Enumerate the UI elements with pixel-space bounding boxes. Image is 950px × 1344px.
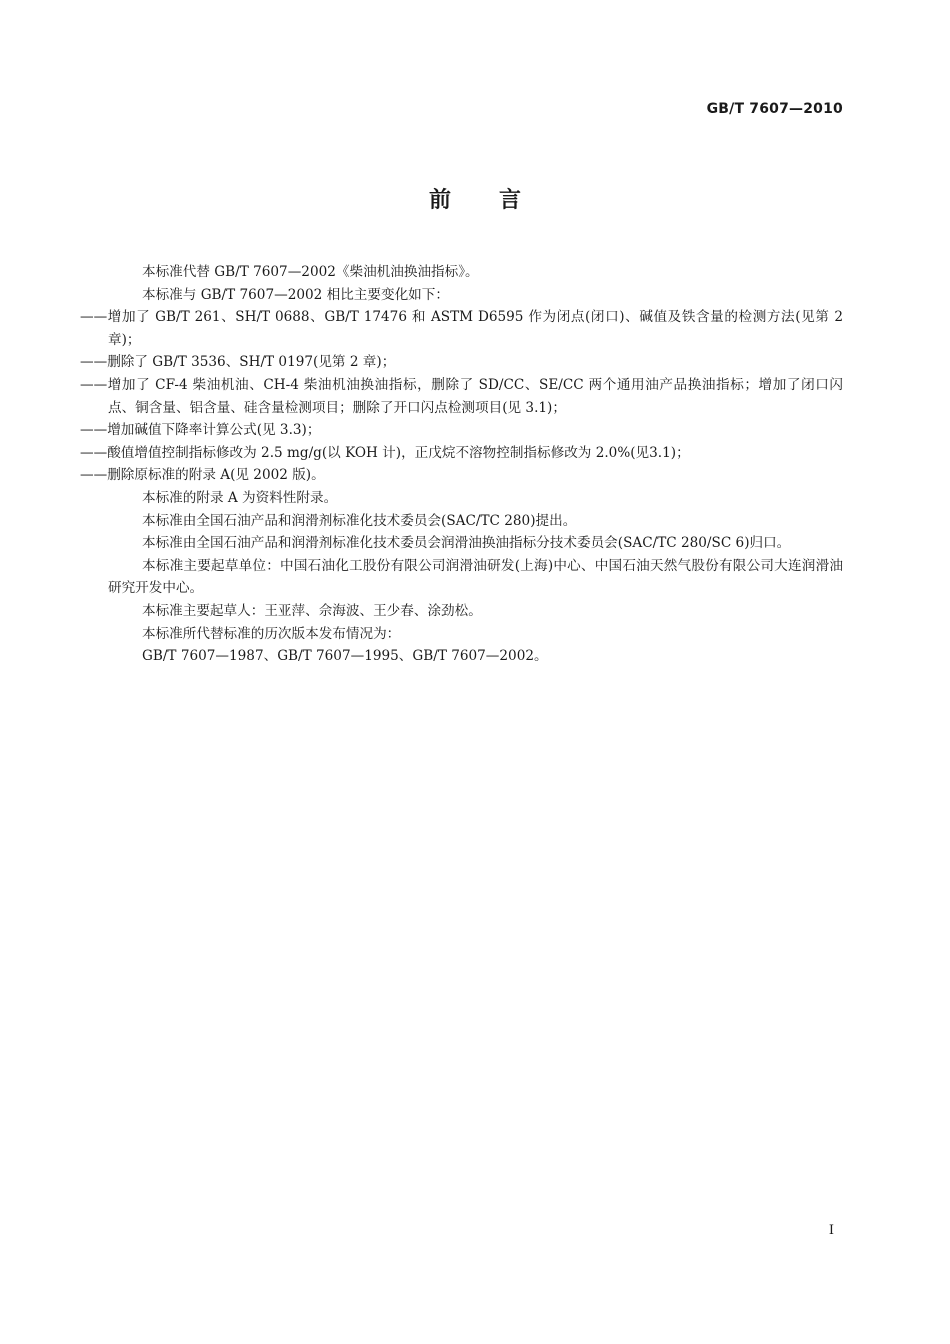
foreword-body — [80, 261, 843, 668]
change-item: ——增加碱值下降率计算公式(见 3.3)； — [80, 422, 321, 439]
page-number: I — [828, 1223, 834, 1238]
paragraph-changes-intro: 本标准与 GB/T 7607—2002 相比主要变化如下： — [142, 286, 449, 303]
page-title — [0, 183, 950, 214]
paragraph-drafting-units: 本标准主要起草单位：中国石油化工股份有限公司润滑油研发(上海)中心、中国石油天然气股份有限公司大连润滑油研究开发中心。 — [108, 557, 843, 597]
change-item: ——增加了 GB/T 261、SH/T 0688、GB/T 17476 和 ASTM D6595 作为闭点(闭口)、碱值及铁含量的检测方法(见第 2 章)； — [80, 309, 843, 348]
standard-number: GB/T 7607—2010 — [706, 101, 843, 117]
change-item: ——删除原标准的附录 A(见 2002 版)。 — [80, 467, 325, 484]
change-item: ——删除了 GB/T 3536、SH/T 0197(见第 2 章)； — [80, 354, 396, 371]
paragraph-history-intro: 本标准所代替标准的历次版本发布情况为： — [142, 625, 401, 642]
paragraph-proposed-by: 本标准由全国石油产品和润滑剂标准化技术委员会(SAC/TC 280)提出。 — [142, 512, 577, 529]
paragraph-supersedes: 本标准代替 GB/T 7607—2002《柴油机油换油指标》。 — [142, 264, 479, 280]
paragraph-drafters: 本标准主要起草人：王亚萍、佘海波、王少春、涂劲松。 — [142, 602, 482, 619]
change-item: ——酸值增值控制指标修改为 2.5 mg/g(以 KOH 计)，正戊烷不溶物控制指标修改为 2.0%(见3.1)； — [80, 444, 690, 461]
paragraph-managed-by: 本标准由全国石油产品和润滑剂标准化技术委员会润滑油换油指标分技术委员会(SAC/TC 280/SC 6)归口。 — [142, 535, 791, 552]
change-item: ——增加了 CF-4 柴油机油、CH-4 柴油机油换油指标，删除了 SD/CC、SE/CC 两个通用油产品换油指标；增加了闭口闪点、铜含量、铝含量、硅含量检测项目；删除了开口闪点检测项目(见 3.1)； — [80, 376, 843, 416]
paragraph-history-versions: GB/T 7607—1987、GB/T 7607—1995、GB/T 7607—2002。 — [142, 648, 548, 665]
page-title-part-2: 言 — [499, 188, 522, 213]
page-title-part-1: 前 — [428, 188, 451, 213]
paragraph-appendix: 本标准的附录 A 为资料性附录。 — [142, 489, 338, 506]
